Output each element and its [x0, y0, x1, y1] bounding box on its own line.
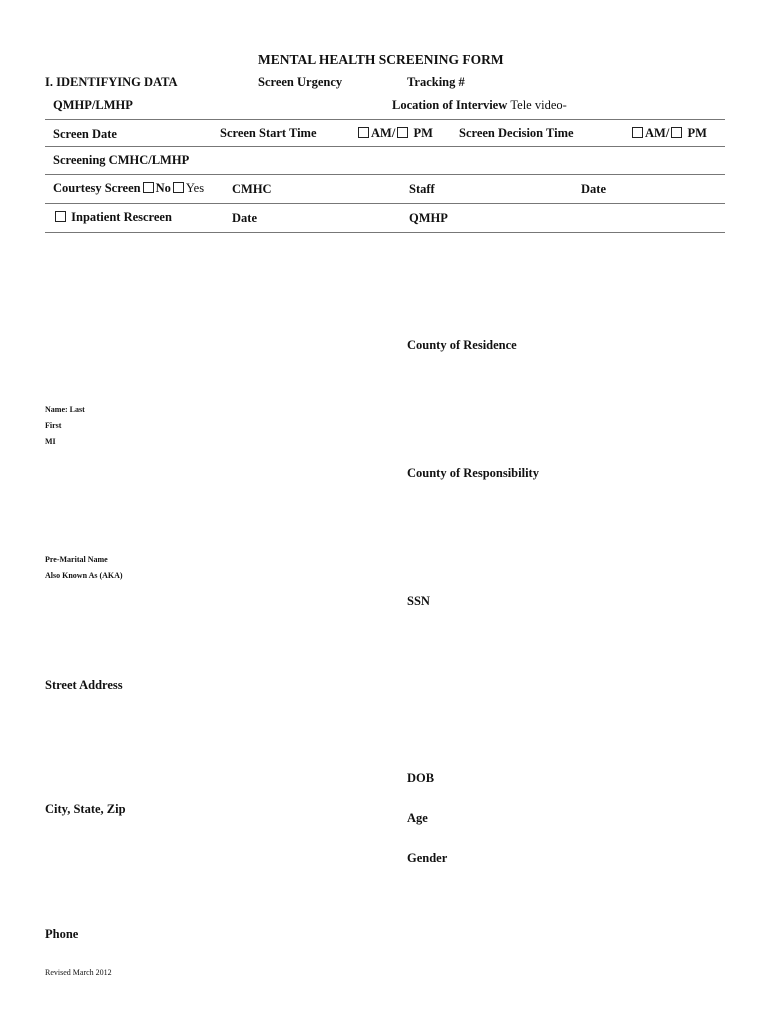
- qmhp-lmhp-label: QMHP/LMHP: [53, 98, 133, 112]
- section-heading: I. IDENTIFYING DATA: [45, 75, 178, 89]
- location-label: Location of Interview: [392, 98, 508, 112]
- yes-label: Yes: [185, 181, 205, 195]
- street-address-label: Street Address: [45, 678, 123, 692]
- courtesy-no-checkbox[interactable]: [143, 182, 154, 193]
- first-name-label: First: [45, 421, 62, 430]
- screening-cmhc-label: Screening CMHC/LMHP: [53, 153, 190, 167]
- divider: [45, 119, 725, 120]
- courtesy-screen-label: Courtesy Screen: [53, 181, 141, 195]
- screen-urgency-label: Screen Urgency: [258, 75, 343, 89]
- location-value[interactable]: Tele video-: [510, 98, 567, 112]
- pre-marital-name-label: Pre-Marital Name: [45, 555, 108, 564]
- county-residence-label: County of Residence: [407, 338, 517, 352]
- inpatient-rescreen-label: Inpatient Rescreen: [71, 210, 172, 224]
- pm-label: PM: [687, 126, 707, 140]
- dob-label: DOB: [407, 771, 435, 785]
- screen-date-label: Screen Date: [53, 127, 117, 141]
- decision-pm-checkbox[interactable]: [671, 127, 682, 138]
- county-responsibility-label: County of Responsibility: [407, 466, 539, 480]
- inpatient-rescreen-checkbox[interactable]: [55, 211, 66, 222]
- ssn-label: SSN: [407, 594, 430, 608]
- courtesy-yes-checkbox[interactable]: [173, 182, 184, 193]
- aka-label: Also Known As (AKA): [45, 571, 123, 580]
- age-label: Age: [407, 811, 428, 825]
- qmhp-label: QMHP: [409, 211, 448, 225]
- start-pm-checkbox[interactable]: [397, 127, 408, 138]
- no-label: No: [155, 181, 171, 195]
- name-last-label: Name: Last: [45, 405, 85, 414]
- divider: [45, 232, 725, 233]
- am-label: AM/: [371, 126, 396, 140]
- phone-label: Phone: [45, 927, 79, 941]
- date-label: Date: [581, 182, 606, 196]
- gender-label: Gender: [407, 851, 448, 865]
- divider: [45, 174, 725, 175]
- start-am-checkbox[interactable]: [358, 127, 369, 138]
- mi-label: MI: [45, 437, 56, 446]
- staff-label: Staff: [409, 182, 435, 196]
- tracking-label: Tracking #: [407, 75, 465, 89]
- rescreen-date-label: Date: [232, 211, 257, 225]
- decision-am-checkbox[interactable]: [632, 127, 643, 138]
- am-label: AM/: [645, 126, 670, 140]
- pm-label: PM: [413, 126, 433, 140]
- divider: [45, 203, 725, 204]
- city-state-zip-label: City, State, Zip: [45, 802, 126, 816]
- divider: [45, 146, 725, 147]
- form-title: MENTAL HEALTH SCREENING FORM: [258, 52, 504, 67]
- screen-decision-time-label: Screen Decision Time: [459, 126, 574, 140]
- cmhc-label: CMHC: [232, 182, 272, 196]
- screen-start-time-label: Screen Start Time: [220, 126, 317, 140]
- revision-note: Revised March 2012: [45, 968, 112, 977]
